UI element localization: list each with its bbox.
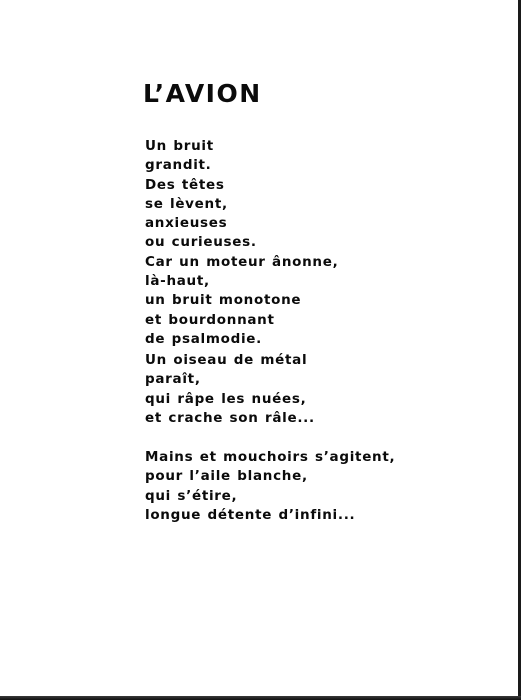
poem-line: un bruit monotone <box>145 292 302 309</box>
poem-line: Mains et mouchoirs s’agitent, <box>145 449 396 465</box>
stanza-2 <box>145 351 315 428</box>
poem-line: là-haut, <box>145 273 210 290</box>
poem-line: qui s’étire, <box>145 487 238 504</box>
stanza-3 <box>145 448 395 525</box>
poem-line: et crache son râle... <box>145 409 315 426</box>
poem-line: pour l’aile blanche, <box>145 468 308 485</box>
poem-line: grandit. <box>145 157 212 174</box>
poem-line: Un oiseau de métal <box>145 352 308 368</box>
poem-line: ou curieuses. <box>145 234 257 251</box>
poem-line: se lèvent, <box>145 195 228 212</box>
poem-line: qui râpe les nuées, <box>145 390 307 407</box>
poem-line: anxieuses <box>145 215 228 232</box>
page-edge-bottom <box>0 696 521 700</box>
poem-line: Car un moteur ânonne, <box>145 253 339 270</box>
poem-line: et bourdonnant <box>145 311 275 328</box>
poem-line: Des têtes <box>145 176 225 193</box>
poem-title: L’AVION <box>143 79 262 108</box>
poem-line: longue détente d’infini... <box>145 506 356 523</box>
poem-line: paraît, <box>145 371 201 388</box>
stanza-1 <box>145 137 338 349</box>
poem-line: de psalmodie. <box>145 330 262 347</box>
poem-line: Un bruit <box>145 138 214 154</box>
